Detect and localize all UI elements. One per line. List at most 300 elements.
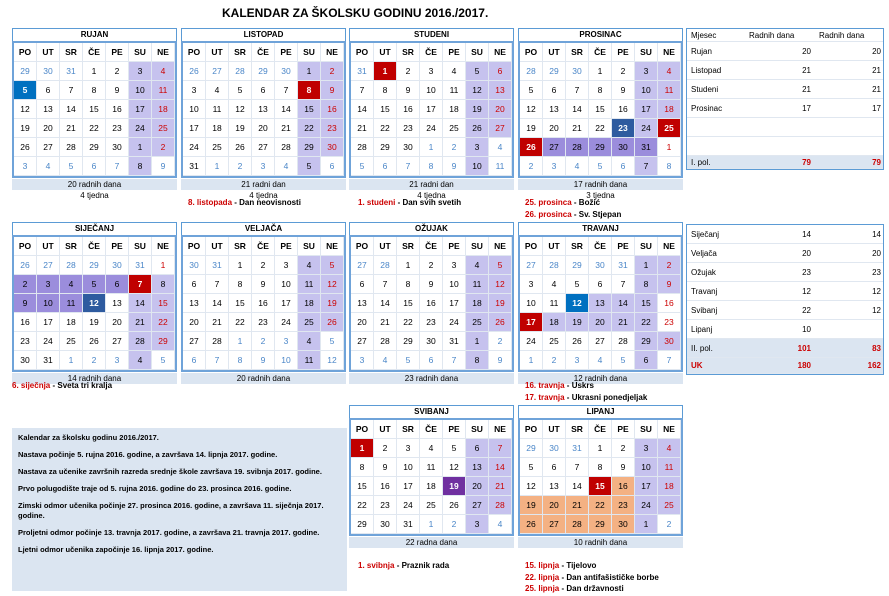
day-cell[interactable]: 9 <box>252 275 275 294</box>
day-cell[interactable]: 4 <box>60 275 83 294</box>
day-cell[interactable]: 5 <box>298 157 321 176</box>
day-cell[interactable]: 7 <box>612 275 635 294</box>
day-cell[interactable]: 26 <box>489 313 512 332</box>
day-cell[interactable]: 1 <box>658 138 681 157</box>
day-cell[interactable]: 13 <box>466 458 489 477</box>
day-cell[interactable]: 15 <box>83 100 106 119</box>
day-cell[interactable]: 13 <box>351 294 374 313</box>
day-cell[interactable]: 17 <box>129 100 152 119</box>
day-cell[interactable]: 23 <box>252 313 275 332</box>
day-cell[interactable]: 21 <box>275 119 298 138</box>
day-cell[interactable]: 8 <box>229 275 252 294</box>
day-cell[interactable]: 21 <box>374 313 397 332</box>
day-cell[interactable]: 5 <box>566 275 589 294</box>
day-cell[interactable]: 8 <box>420 157 443 176</box>
day-cell[interactable]: 3 <box>275 256 298 275</box>
day-cell[interactable]: 6 <box>612 157 635 176</box>
day-cell[interactable]: 31 <box>612 256 635 275</box>
day-cell[interactable]: 30 <box>106 138 129 157</box>
day-cell[interactable]: 26 <box>321 313 344 332</box>
day-cell[interactable]: 2 <box>252 256 275 275</box>
day-cell[interactable]: 12 <box>466 81 489 100</box>
day-cell[interactable]: 5 <box>443 439 466 458</box>
day-cell[interactable]: 28 <box>612 332 635 351</box>
day-cell[interactable]: 4 <box>206 81 229 100</box>
day-cell[interactable]: 30 <box>612 138 635 157</box>
day-cell[interactable]: 9 <box>612 81 635 100</box>
day-cell[interactable]: 4 <box>420 439 443 458</box>
day-cell[interactable]: 10 <box>466 157 489 176</box>
day-cell[interactable]: 29 <box>566 256 589 275</box>
day-cell[interactable]: 28 <box>60 138 83 157</box>
day-cell[interactable]: 15 <box>589 100 612 119</box>
day-cell[interactable]: 22 <box>83 119 106 138</box>
day-cell[interactable]: 14 <box>129 294 152 313</box>
day-cell[interactable]: 5 <box>321 256 344 275</box>
day-cell[interactable]: 20 <box>252 119 275 138</box>
day-cell[interactable]: 1 <box>206 157 229 176</box>
day-cell[interactable]: 6 <box>83 157 106 176</box>
day-cell[interactable]: 27 <box>106 332 129 351</box>
day-cell[interactable]: 30 <box>658 332 681 351</box>
day-cell[interactable]: 7 <box>206 351 229 370</box>
day-cell[interactable]: 24 <box>183 138 206 157</box>
day-cell[interactable]: 22 <box>589 119 612 138</box>
day-cell[interactable]: 19 <box>489 294 512 313</box>
day-cell[interactable]: 11 <box>420 458 443 477</box>
day-cell[interactable]: 22 <box>152 313 175 332</box>
day-cell[interactable]: 18 <box>466 294 489 313</box>
day-cell[interactable]: 2 <box>443 138 466 157</box>
day-cell[interactable]: 1 <box>229 332 252 351</box>
day-cell[interactable]: 12 <box>321 275 344 294</box>
day-cell[interactable]: 7 <box>489 439 512 458</box>
day-cell[interactable]: 30 <box>612 515 635 534</box>
day-cell[interactable]: 1 <box>589 439 612 458</box>
day-cell[interactable]: 19 <box>520 496 543 515</box>
day-cell[interactable]: 8 <box>374 81 397 100</box>
day-cell[interactable]: 7 <box>566 458 589 477</box>
day-cell[interactable]: 8 <box>152 275 175 294</box>
day-cell[interactable]: 3 <box>635 62 658 81</box>
day-cell[interactable]: 4 <box>589 351 612 370</box>
day-cell[interactable]: 12 <box>566 294 589 313</box>
day-cell[interactable]: 16 <box>420 294 443 313</box>
day-cell[interactable]: 26 <box>566 332 589 351</box>
day-cell[interactable]: 12 <box>83 294 106 313</box>
day-cell[interactable]: 16 <box>374 477 397 496</box>
day-cell[interactable]: 16 <box>612 100 635 119</box>
day-cell[interactable]: 30 <box>543 439 566 458</box>
day-cell[interactable]: 13 <box>183 294 206 313</box>
day-cell[interactable]: 23 <box>658 313 681 332</box>
day-cell[interactable]: 28 <box>275 138 298 157</box>
day-cell[interactable]: 13 <box>252 100 275 119</box>
day-cell[interactable]: 4 <box>129 351 152 370</box>
day-cell[interactable]: 24 <box>37 332 60 351</box>
day-cell[interactable]: 29 <box>14 62 37 81</box>
day-cell[interactable]: 1 <box>635 515 658 534</box>
day-cell[interactable]: 7 <box>351 81 374 100</box>
day-cell[interactable]: 29 <box>252 62 275 81</box>
day-cell[interactable]: 2 <box>397 62 420 81</box>
day-cell[interactable]: 2 <box>152 138 175 157</box>
day-cell[interactable]: 17 <box>443 294 466 313</box>
day-cell[interactable]: 4 <box>443 62 466 81</box>
day-cell[interactable]: 14 <box>60 100 83 119</box>
day-cell[interactable]: 11 <box>466 275 489 294</box>
day-cell[interactable]: 2 <box>321 62 344 81</box>
day-cell[interactable]: 4 <box>152 62 175 81</box>
day-cell[interactable]: 2 <box>83 351 106 370</box>
day-cell[interactable]: 30 <box>397 138 420 157</box>
day-cell[interactable]: 13 <box>489 81 512 100</box>
day-cell[interactable]: 22 <box>298 119 321 138</box>
day-cell[interactable]: 31 <box>635 138 658 157</box>
day-cell[interactable]: 3 <box>106 351 129 370</box>
day-cell[interactable]: 22 <box>589 496 612 515</box>
day-cell[interactable]: 9 <box>14 294 37 313</box>
day-cell[interactable]: 6 <box>374 157 397 176</box>
day-cell[interactable]: 2 <box>612 62 635 81</box>
day-cell[interactable]: 24 <box>443 313 466 332</box>
day-cell[interactable]: 20 <box>466 477 489 496</box>
day-cell[interactable]: 1 <box>520 351 543 370</box>
day-cell[interactable]: 28 <box>543 256 566 275</box>
day-cell[interactable]: 1 <box>229 256 252 275</box>
day-cell[interactable]: 25 <box>466 313 489 332</box>
day-cell[interactable]: 7 <box>129 275 152 294</box>
day-cell[interactable]: 27 <box>252 138 275 157</box>
day-cell[interactable]: 30 <box>321 138 344 157</box>
day-cell[interactable]: 29 <box>83 138 106 157</box>
day-cell[interactable]: 3 <box>635 439 658 458</box>
day-cell[interactable]: 30 <box>275 62 298 81</box>
day-cell[interactable]: 27 <box>589 332 612 351</box>
day-cell[interactable]: 9 <box>106 81 129 100</box>
day-cell[interactable]: 9 <box>152 157 175 176</box>
day-cell[interactable]: 21 <box>129 313 152 332</box>
day-cell[interactable]: 26 <box>520 515 543 534</box>
day-cell[interactable]: 29 <box>589 138 612 157</box>
day-cell[interactable]: 24 <box>420 119 443 138</box>
day-cell[interactable]: 18 <box>420 477 443 496</box>
day-cell[interactable]: 5 <box>83 275 106 294</box>
day-cell[interactable]: 20 <box>589 313 612 332</box>
day-cell[interactable]: 21 <box>566 496 589 515</box>
day-cell[interactable]: 12 <box>229 100 252 119</box>
day-cell[interactable]: 3 <box>520 275 543 294</box>
day-cell[interactable]: 31 <box>351 62 374 81</box>
day-cell[interactable]: 28 <box>566 138 589 157</box>
day-cell[interactable]: 19 <box>321 294 344 313</box>
day-cell[interactable]: 20 <box>543 496 566 515</box>
day-cell[interactable]: 27 <box>466 496 489 515</box>
day-cell[interactable]: 23 <box>14 332 37 351</box>
day-cell[interactable]: 16 <box>397 100 420 119</box>
day-cell[interactable]: 6 <box>543 81 566 100</box>
day-cell[interactable]: 21 <box>566 119 589 138</box>
day-cell[interactable]: 18 <box>658 477 681 496</box>
day-cell[interactable]: 7 <box>443 351 466 370</box>
day-cell[interactable]: 4 <box>658 439 681 458</box>
day-cell[interactable]: 28 <box>229 62 252 81</box>
day-cell[interactable]: 1 <box>298 62 321 81</box>
day-cell[interactable]: 2 <box>543 351 566 370</box>
day-cell[interactable]: 8 <box>635 275 658 294</box>
day-cell[interactable]: 23 <box>321 119 344 138</box>
day-cell[interactable]: 2 <box>658 256 681 275</box>
day-cell[interactable]: 1 <box>351 439 374 458</box>
day-cell[interactable]: 16 <box>106 100 129 119</box>
day-cell[interactable]: 28 <box>374 256 397 275</box>
day-cell[interactable]: 21 <box>206 313 229 332</box>
day-cell[interactable]: 7 <box>275 81 298 100</box>
day-cell[interactable]: 31 <box>129 256 152 275</box>
day-cell[interactable]: 1 <box>374 62 397 81</box>
day-cell[interactable]: 29 <box>397 332 420 351</box>
day-cell[interactable]: 23 <box>612 119 635 138</box>
day-cell[interactable]: 6 <box>543 458 566 477</box>
day-cell[interactable]: 20 <box>106 313 129 332</box>
day-cell[interactable]: 8 <box>589 458 612 477</box>
day-cell[interactable]: 5 <box>321 332 344 351</box>
day-cell[interactable]: 16 <box>321 100 344 119</box>
day-cell[interactable]: 4 <box>275 157 298 176</box>
day-cell[interactable]: 12 <box>520 477 543 496</box>
day-cell[interactable]: 6 <box>252 81 275 100</box>
day-cell[interactable]: 8 <box>397 275 420 294</box>
day-cell[interactable]: 25 <box>443 119 466 138</box>
day-cell[interactable]: 27 <box>543 138 566 157</box>
day-cell[interactable]: 3 <box>275 332 298 351</box>
day-cell[interactable]: 8 <box>229 351 252 370</box>
day-cell[interactable]: 21 <box>60 119 83 138</box>
day-cell[interactable]: 19 <box>566 313 589 332</box>
day-cell[interactable]: 16 <box>612 477 635 496</box>
day-cell[interactable]: 10 <box>183 100 206 119</box>
day-cell[interactable]: 1 <box>635 256 658 275</box>
day-cell[interactable]: 25 <box>658 496 681 515</box>
day-cell[interactable]: 1 <box>420 138 443 157</box>
day-cell[interactable]: 21 <box>612 313 635 332</box>
day-cell[interactable]: 8 <box>466 351 489 370</box>
day-cell[interactable]: 8 <box>351 458 374 477</box>
day-cell[interactable]: 6 <box>420 351 443 370</box>
day-cell[interactable]: 31 <box>566 439 589 458</box>
day-cell[interactable]: 17 <box>397 477 420 496</box>
day-cell[interactable]: 27 <box>351 332 374 351</box>
day-cell[interactable]: 11 <box>152 81 175 100</box>
day-cell[interactable]: 10 <box>129 81 152 100</box>
day-cell[interactable]: 3 <box>252 157 275 176</box>
day-cell[interactable]: 18 <box>152 100 175 119</box>
day-cell[interactable]: 26 <box>466 119 489 138</box>
day-cell[interactable]: 14 <box>351 100 374 119</box>
day-cell[interactable]: 30 <box>106 256 129 275</box>
day-cell[interactable]: 25 <box>658 119 681 138</box>
day-cell[interactable]: 24 <box>635 119 658 138</box>
day-cell[interactable]: 9 <box>252 351 275 370</box>
day-cell[interactable]: 31 <box>443 332 466 351</box>
day-cell[interactable]: 4 <box>489 138 512 157</box>
day-cell[interactable]: 6 <box>466 439 489 458</box>
day-cell[interactable]: 13 <box>106 294 129 313</box>
day-cell[interactable]: 20 <box>183 313 206 332</box>
day-cell[interactable]: 5 <box>520 458 543 477</box>
day-cell[interactable]: 4 <box>37 157 60 176</box>
day-cell[interactable]: 27 <box>543 515 566 534</box>
day-cell[interactable]: 19 <box>14 119 37 138</box>
day-cell[interactable]: 6 <box>37 81 60 100</box>
day-cell[interactable]: 14 <box>206 294 229 313</box>
day-cell[interactable]: 2 <box>106 62 129 81</box>
day-cell[interactable]: 26 <box>229 138 252 157</box>
day-cell[interactable]: 14 <box>612 294 635 313</box>
day-cell[interactable]: 22 <box>351 496 374 515</box>
day-cell[interactable]: 21 <box>351 119 374 138</box>
day-cell[interactable]: 10 <box>520 294 543 313</box>
day-cell[interactable]: 16 <box>252 294 275 313</box>
day-cell[interactable]: 4 <box>298 332 321 351</box>
day-cell[interactable]: 8 <box>129 157 152 176</box>
day-cell[interactable]: 10 <box>275 351 298 370</box>
day-cell[interactable]: 29 <box>152 332 175 351</box>
day-cell[interactable]: 11 <box>658 81 681 100</box>
day-cell[interactable]: 19 <box>520 119 543 138</box>
day-cell[interactable]: 5 <box>520 81 543 100</box>
day-cell[interactable]: 23 <box>612 496 635 515</box>
day-cell[interactable]: 7 <box>206 275 229 294</box>
day-cell[interactable]: 15 <box>229 294 252 313</box>
day-cell[interactable]: 4 <box>658 62 681 81</box>
day-cell[interactable]: 28 <box>206 332 229 351</box>
day-cell[interactable]: 6 <box>183 275 206 294</box>
day-cell[interactable]: 11 <box>298 351 321 370</box>
day-cell[interactable]: 17 <box>635 477 658 496</box>
day-cell[interactable]: 5 <box>397 351 420 370</box>
day-cell[interactable]: 27 <box>37 138 60 157</box>
day-cell[interactable]: 3 <box>129 62 152 81</box>
day-cell[interactable]: 10 <box>635 458 658 477</box>
day-cell[interactable]: 5 <box>466 62 489 81</box>
day-cell[interactable]: 25 <box>60 332 83 351</box>
day-cell[interactable]: 12 <box>443 458 466 477</box>
day-cell[interactable]: 15 <box>351 477 374 496</box>
day-cell[interactable]: 10 <box>275 275 298 294</box>
day-cell[interactable]: 11 <box>206 100 229 119</box>
day-cell[interactable]: 2 <box>612 439 635 458</box>
day-cell[interactable]: 6 <box>635 351 658 370</box>
day-cell[interactable]: 25 <box>543 332 566 351</box>
day-cell[interactable]: 25 <box>298 313 321 332</box>
day-cell[interactable]: 15 <box>397 294 420 313</box>
day-cell[interactable]: 8 <box>83 81 106 100</box>
day-cell[interactable]: 19 <box>466 100 489 119</box>
day-cell[interactable]: 27 <box>489 119 512 138</box>
day-cell[interactable]: 29 <box>520 439 543 458</box>
day-cell[interactable]: 9 <box>420 275 443 294</box>
day-cell[interactable]: 16 <box>658 294 681 313</box>
day-cell[interactable]: 4 <box>298 256 321 275</box>
day-cell[interactable]: 12 <box>14 100 37 119</box>
day-cell[interactable]: 11 <box>543 294 566 313</box>
day-cell[interactable]: 9 <box>612 458 635 477</box>
day-cell[interactable]: 1 <box>420 515 443 534</box>
day-cell[interactable]: 20 <box>37 119 60 138</box>
day-cell[interactable]: 16 <box>14 313 37 332</box>
day-cell[interactable]: 2 <box>252 332 275 351</box>
day-cell[interactable]: 5 <box>489 256 512 275</box>
day-cell[interactable]: 17 <box>275 294 298 313</box>
day-cell[interactable]: 20 <box>351 313 374 332</box>
day-cell[interactable]: 22 <box>397 313 420 332</box>
day-cell[interactable]: 24 <box>397 496 420 515</box>
day-cell[interactable]: 20 <box>543 119 566 138</box>
day-cell[interactable]: 27 <box>183 332 206 351</box>
day-cell[interactable]: 26 <box>183 62 206 81</box>
day-cell[interactable]: 6 <box>321 157 344 176</box>
day-cell[interactable]: 3 <box>14 157 37 176</box>
day-cell[interactable]: 15 <box>589 477 612 496</box>
day-cell[interactable]: 2 <box>443 515 466 534</box>
day-cell[interactable]: 10 <box>420 81 443 100</box>
day-cell[interactable]: 14 <box>489 458 512 477</box>
day-cell[interactable]: 18 <box>543 313 566 332</box>
day-cell[interactable]: 3 <box>543 157 566 176</box>
day-cell[interactable]: 30 <box>14 351 37 370</box>
day-cell[interactable]: 18 <box>60 313 83 332</box>
day-cell[interactable]: 6 <box>106 275 129 294</box>
day-cell[interactable]: 11 <box>298 275 321 294</box>
day-cell[interactable]: 29 <box>298 138 321 157</box>
day-cell[interactable]: 1 <box>397 256 420 275</box>
day-cell[interactable]: 26 <box>14 138 37 157</box>
day-cell[interactable]: 3 <box>443 256 466 275</box>
day-cell[interactable]: 15 <box>635 294 658 313</box>
day-cell[interactable]: 24 <box>129 119 152 138</box>
day-cell[interactable]: 10 <box>443 275 466 294</box>
day-cell[interactable]: 28 <box>520 62 543 81</box>
day-cell[interactable]: 31 <box>183 157 206 176</box>
day-cell[interactable]: 13 <box>543 477 566 496</box>
day-cell[interactable]: 30 <box>374 515 397 534</box>
day-cell[interactable]: 30 <box>183 256 206 275</box>
day-cell[interactable]: 11 <box>658 458 681 477</box>
day-cell[interactable]: 30 <box>37 62 60 81</box>
day-cell[interactable]: 5 <box>60 157 83 176</box>
day-cell[interactable]: 14 <box>566 477 589 496</box>
day-cell[interactable]: 6 <box>489 62 512 81</box>
day-cell[interactable]: 28 <box>566 515 589 534</box>
day-cell[interactable]: 19 <box>83 313 106 332</box>
day-cell[interactable]: 6 <box>183 351 206 370</box>
day-cell[interactable]: 5 <box>152 351 175 370</box>
day-cell[interactable]: 3 <box>37 275 60 294</box>
day-cell[interactable]: 28 <box>129 332 152 351</box>
day-cell[interactable]: 1 <box>60 351 83 370</box>
day-cell[interactable]: 4 <box>489 515 512 534</box>
day-cell[interactable]: 12 <box>489 275 512 294</box>
day-cell[interactable]: 14 <box>275 100 298 119</box>
day-cell[interactable]: 18 <box>298 294 321 313</box>
day-cell[interactable]: 14 <box>374 294 397 313</box>
day-cell[interactable]: 29 <box>635 332 658 351</box>
day-cell[interactable]: 1 <box>152 256 175 275</box>
day-cell[interactable]: 13 <box>543 100 566 119</box>
day-cell[interactable]: 3 <box>466 515 489 534</box>
day-cell[interactable]: 11 <box>443 81 466 100</box>
